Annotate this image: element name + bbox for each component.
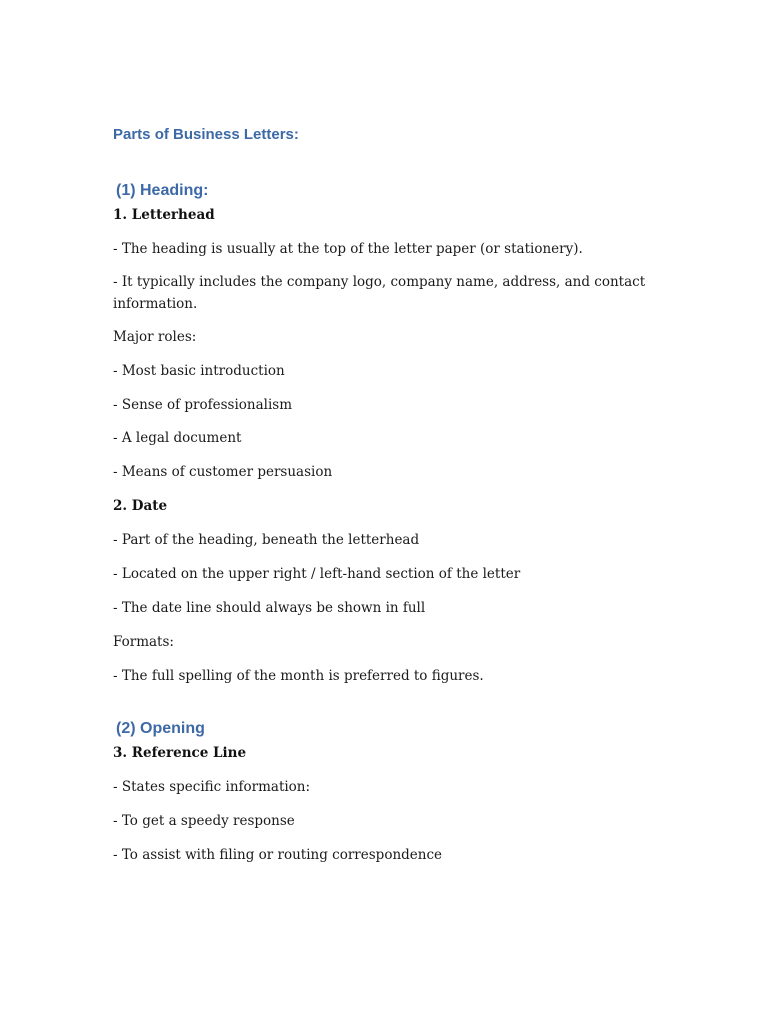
list-item: - To assist with filing or routing correspondence [113, 847, 443, 863]
paragraph: - The date line should always be shown in full [113, 600, 426, 616]
paragraph: - The heading is usually at the top of the letter paper (or stationery). [113, 241, 583, 257]
section-heading-opening: (2) Opening [116, 720, 205, 737]
paragraph: - It typically includes the company logo, company name, address, and contact [113, 274, 646, 290]
list-item: - A legal document [113, 430, 242, 446]
paragraph: - States specific information: [113, 779, 311, 795]
list-item: - To get a speedy response [113, 813, 295, 829]
subsection-heading-reference-line: 3. Reference Line [113, 745, 247, 761]
list-item: - Most basic introduction [113, 363, 285, 379]
paragraph: - Located on the upper right / left-hand section of the letter [113, 566, 521, 582]
paragraph: Major roles: [113, 329, 197, 345]
paragraph-continuation: information. [113, 296, 198, 312]
subsection-heading-date: 2. Date [113, 498, 168, 514]
paragraph: - Part of the heading, beneath the letterhead [113, 532, 420, 548]
document-title: Parts of Business Letters: [113, 126, 299, 143]
paragraph: Formats: [113, 634, 174, 650]
list-item: - Sense of professionalism [113, 397, 293, 413]
list-item: - Means of customer persuasion [113, 464, 333, 480]
paragraph: - The full spelling of the month is preferred to figures. [113, 668, 484, 684]
subsection-heading-letterhead: 1. Letterhead [113, 207, 215, 223]
section-heading-heading: (1) Heading: [116, 182, 209, 199]
